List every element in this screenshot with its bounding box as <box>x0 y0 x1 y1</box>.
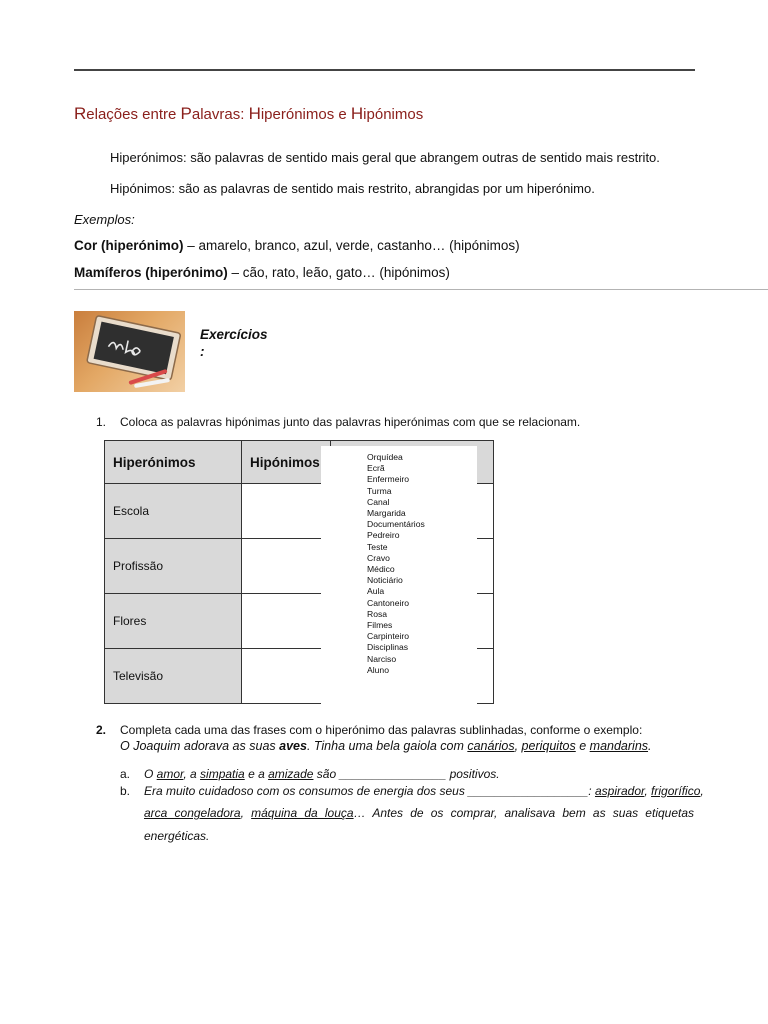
example-mamiferos: Mamíferos (hiperónimo) – cão, rato, leão, gato… (hipónimos) <box>74 265 450 280</box>
example-cor: Cor (hiperónimo) – amarelo, branco, azul, verde, castanho… (hipónimos) <box>74 238 520 253</box>
word-item: Pedreiro <box>367 530 400 541</box>
word-item: Teste <box>367 541 388 552</box>
chalkboard-image <box>74 311 185 392</box>
word-item: Médico <box>367 564 395 575</box>
definition-hiponimos: Hipónimos: são as palavras de sentido mais restrito, abrangidas por um hiperónimo. <box>110 181 595 196</box>
word-item: Carpinteiro <box>367 631 410 642</box>
header-hiperonimos: Hiperónimos <box>105 441 242 484</box>
row-label: Escola <box>105 484 242 539</box>
chalkboard-illustration <box>74 311 185 392</box>
word-list <box>367 452 425 676</box>
question-2-text: Completa cada uma das frases com o hiperónimo das palavras sublinhadas, conforme o exemplo: <box>120 723 643 737</box>
word-item: Orquídea <box>367 452 403 462</box>
item-a-label: a. <box>120 767 131 781</box>
word-item: Noticiário <box>367 575 403 586</box>
word-item: Turma <box>367 485 392 496</box>
answer-cell[interactable] <box>242 539 331 594</box>
row-label: Profissão <box>105 539 242 594</box>
header-hiponimos: Hipónimos <box>242 441 331 484</box>
exercises-heading: Exercícios : <box>200 327 268 359</box>
word-item: Documentários <box>367 519 425 530</box>
question-1-number: 1. <box>96 415 107 429</box>
item-b-line1: Era muito cuidadoso com os consumos de energia dos seus __________________: aspirador, frigorífico, <box>144 784 704 798</box>
word-item: Ecrã <box>367 463 385 474</box>
item-b-label: b. <box>120 784 131 798</box>
word-item: Rosa <box>367 608 388 619</box>
answer-cell[interactable] <box>242 649 331 704</box>
word-item: Enfermeiro <box>367 474 410 485</box>
row-label: Televisão <box>105 649 242 704</box>
question-2-example: O Joaquim adorava as suas aves. Tinha uma bela gaiola com canários, periquitos e mandarins. <box>120 739 652 753</box>
word-item: Aula <box>367 586 385 597</box>
word-item: Cravo <box>367 552 390 563</box>
question-2-number: 2. <box>96 723 107 737</box>
item-b-line2: arca congeladora, máquina da louça… Antes de os comprar, analisava bem as suas etiquetas <box>144 806 695 820</box>
answer-cell[interactable] <box>242 484 331 539</box>
word-item: Disciplinas <box>367 642 409 653</box>
page-title: Relações entre Palavras: Hiperónimos e Hipónimos <box>74 104 424 123</box>
row-label: Flores <box>105 594 242 649</box>
word-item: Aluno <box>367 664 389 675</box>
item-a-sentence: O amor, a simpatia e a amizade são ________________ positivos. <box>144 767 500 781</box>
word-item: Narciso <box>367 653 397 664</box>
examples-label: Exemplos: <box>74 212 135 227</box>
answer-cell[interactable] <box>242 594 331 649</box>
word-item: Canal <box>367 496 390 507</box>
section-rule <box>74 289 768 290</box>
item-b-line3: energéticas. <box>144 829 210 843</box>
word-item: Cantoneiro <box>367 597 410 608</box>
word-item: Filmes <box>367 620 393 631</box>
top-rule <box>74 69 695 71</box>
word-item: Margarida <box>367 508 406 519</box>
question-1-text: Coloca as palavras hipónimas junto das palavras hiperónimas com que se relacionam. <box>120 415 581 429</box>
definition-hiperonimos: Hiperónimos: são palavras de sentido mais geral que abrangem outras de sentido mais restrito. <box>110 150 660 165</box>
